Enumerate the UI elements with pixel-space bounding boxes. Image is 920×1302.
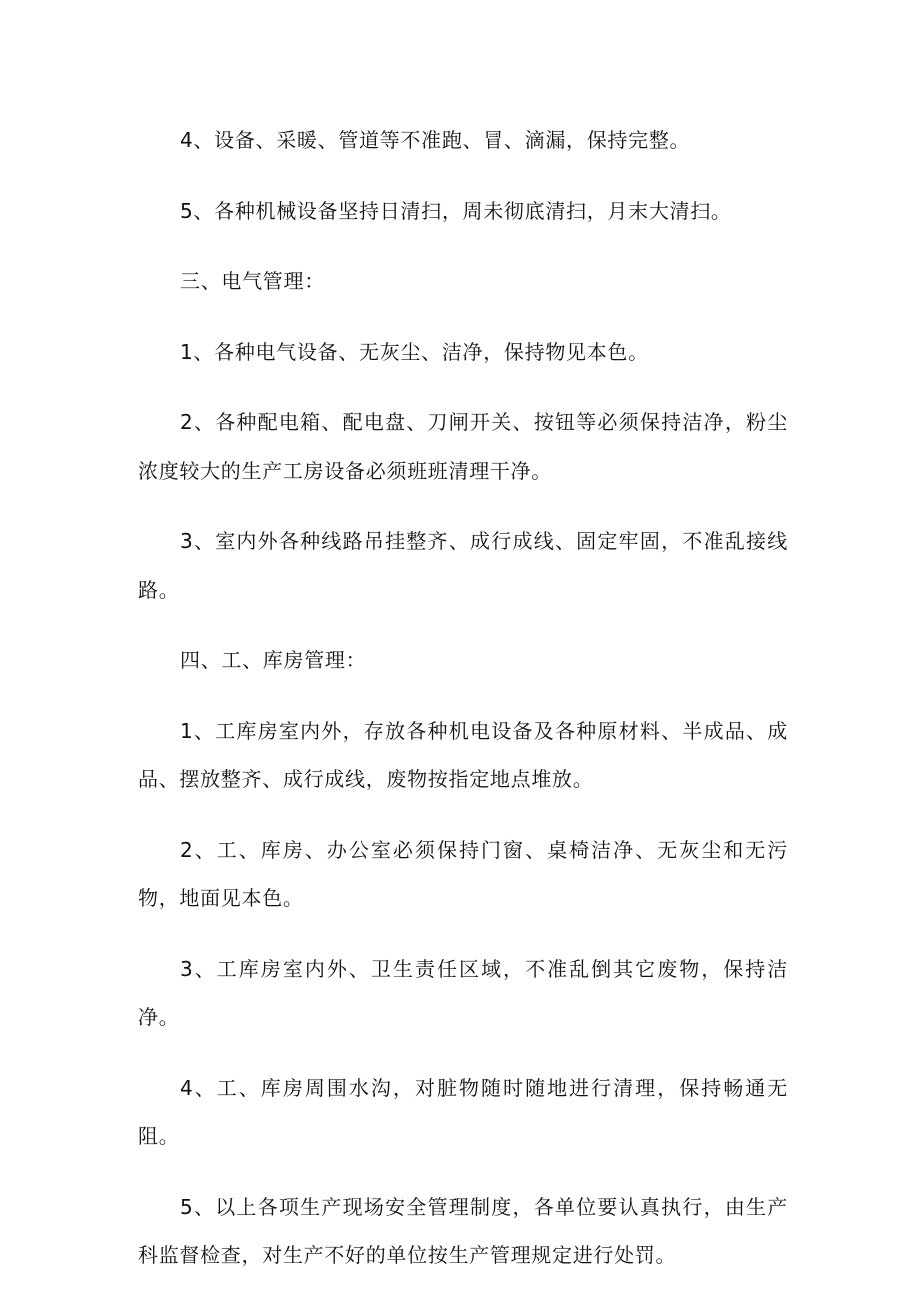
paragraph-wiring: 3、室内外各种线路吊挂整齐、成行成线、固定牢固，不准乱接线路。	[138, 529, 788, 602]
section-heading-warehouse: 四、工、库房管理：	[180, 648, 367, 672]
paragraph-enforcement: 5、以上各项生产现场安全管理制度，各单位要认真执行，由生产科监督检查，对生产不好的单位按生产管理规定进行处罚。	[138, 1194, 788, 1267]
paragraph-electrical-equipment: 1、各种电气设备、无灰尘、洁净，保持物见本色。	[180, 339, 649, 364]
paragraph-responsibility-zone: 3、工库房室内外、卫生责任区域，不准乱倒其它废物，保持洁净。	[138, 956, 788, 1029]
paragraph-distribution-boxes: 2、各种配电箱、配电盘、刀闸开关、按钮等必须保持洁净，粉尘浓度较大的生产工房设备必须班班清理干净。	[138, 410, 788, 483]
paragraph-storage: 1、工库房室内外，存放各种机电设备及各种原材料、半成品、成品、摆放整齐、成行成线，废物按指定地点堆放。	[138, 718, 788, 791]
document-body	[138, 116, 788, 1302]
paragraph-drainage: 4、工、库房周围水沟，对脏物随时随地进行清理，保持畅通无阻。	[138, 1075, 788, 1148]
paragraph-office-cleanliness: 2、工、库房、办公室必须保持门窗、桌椅洁净、无灰尘和无污物，地面见本色。	[138, 837, 788, 910]
paragraph-machine-cleaning: 5、各种机械设备坚持日清扫，周未彻底清扫，月末大清扫。	[180, 198, 732, 223]
paragraph-equipment-heating: 4、设备、采暖、管道等不准跑、冒、滴漏，保持完整。	[180, 128, 691, 152]
section-heading-electrical: 三、电气管理：	[180, 269, 325, 293]
